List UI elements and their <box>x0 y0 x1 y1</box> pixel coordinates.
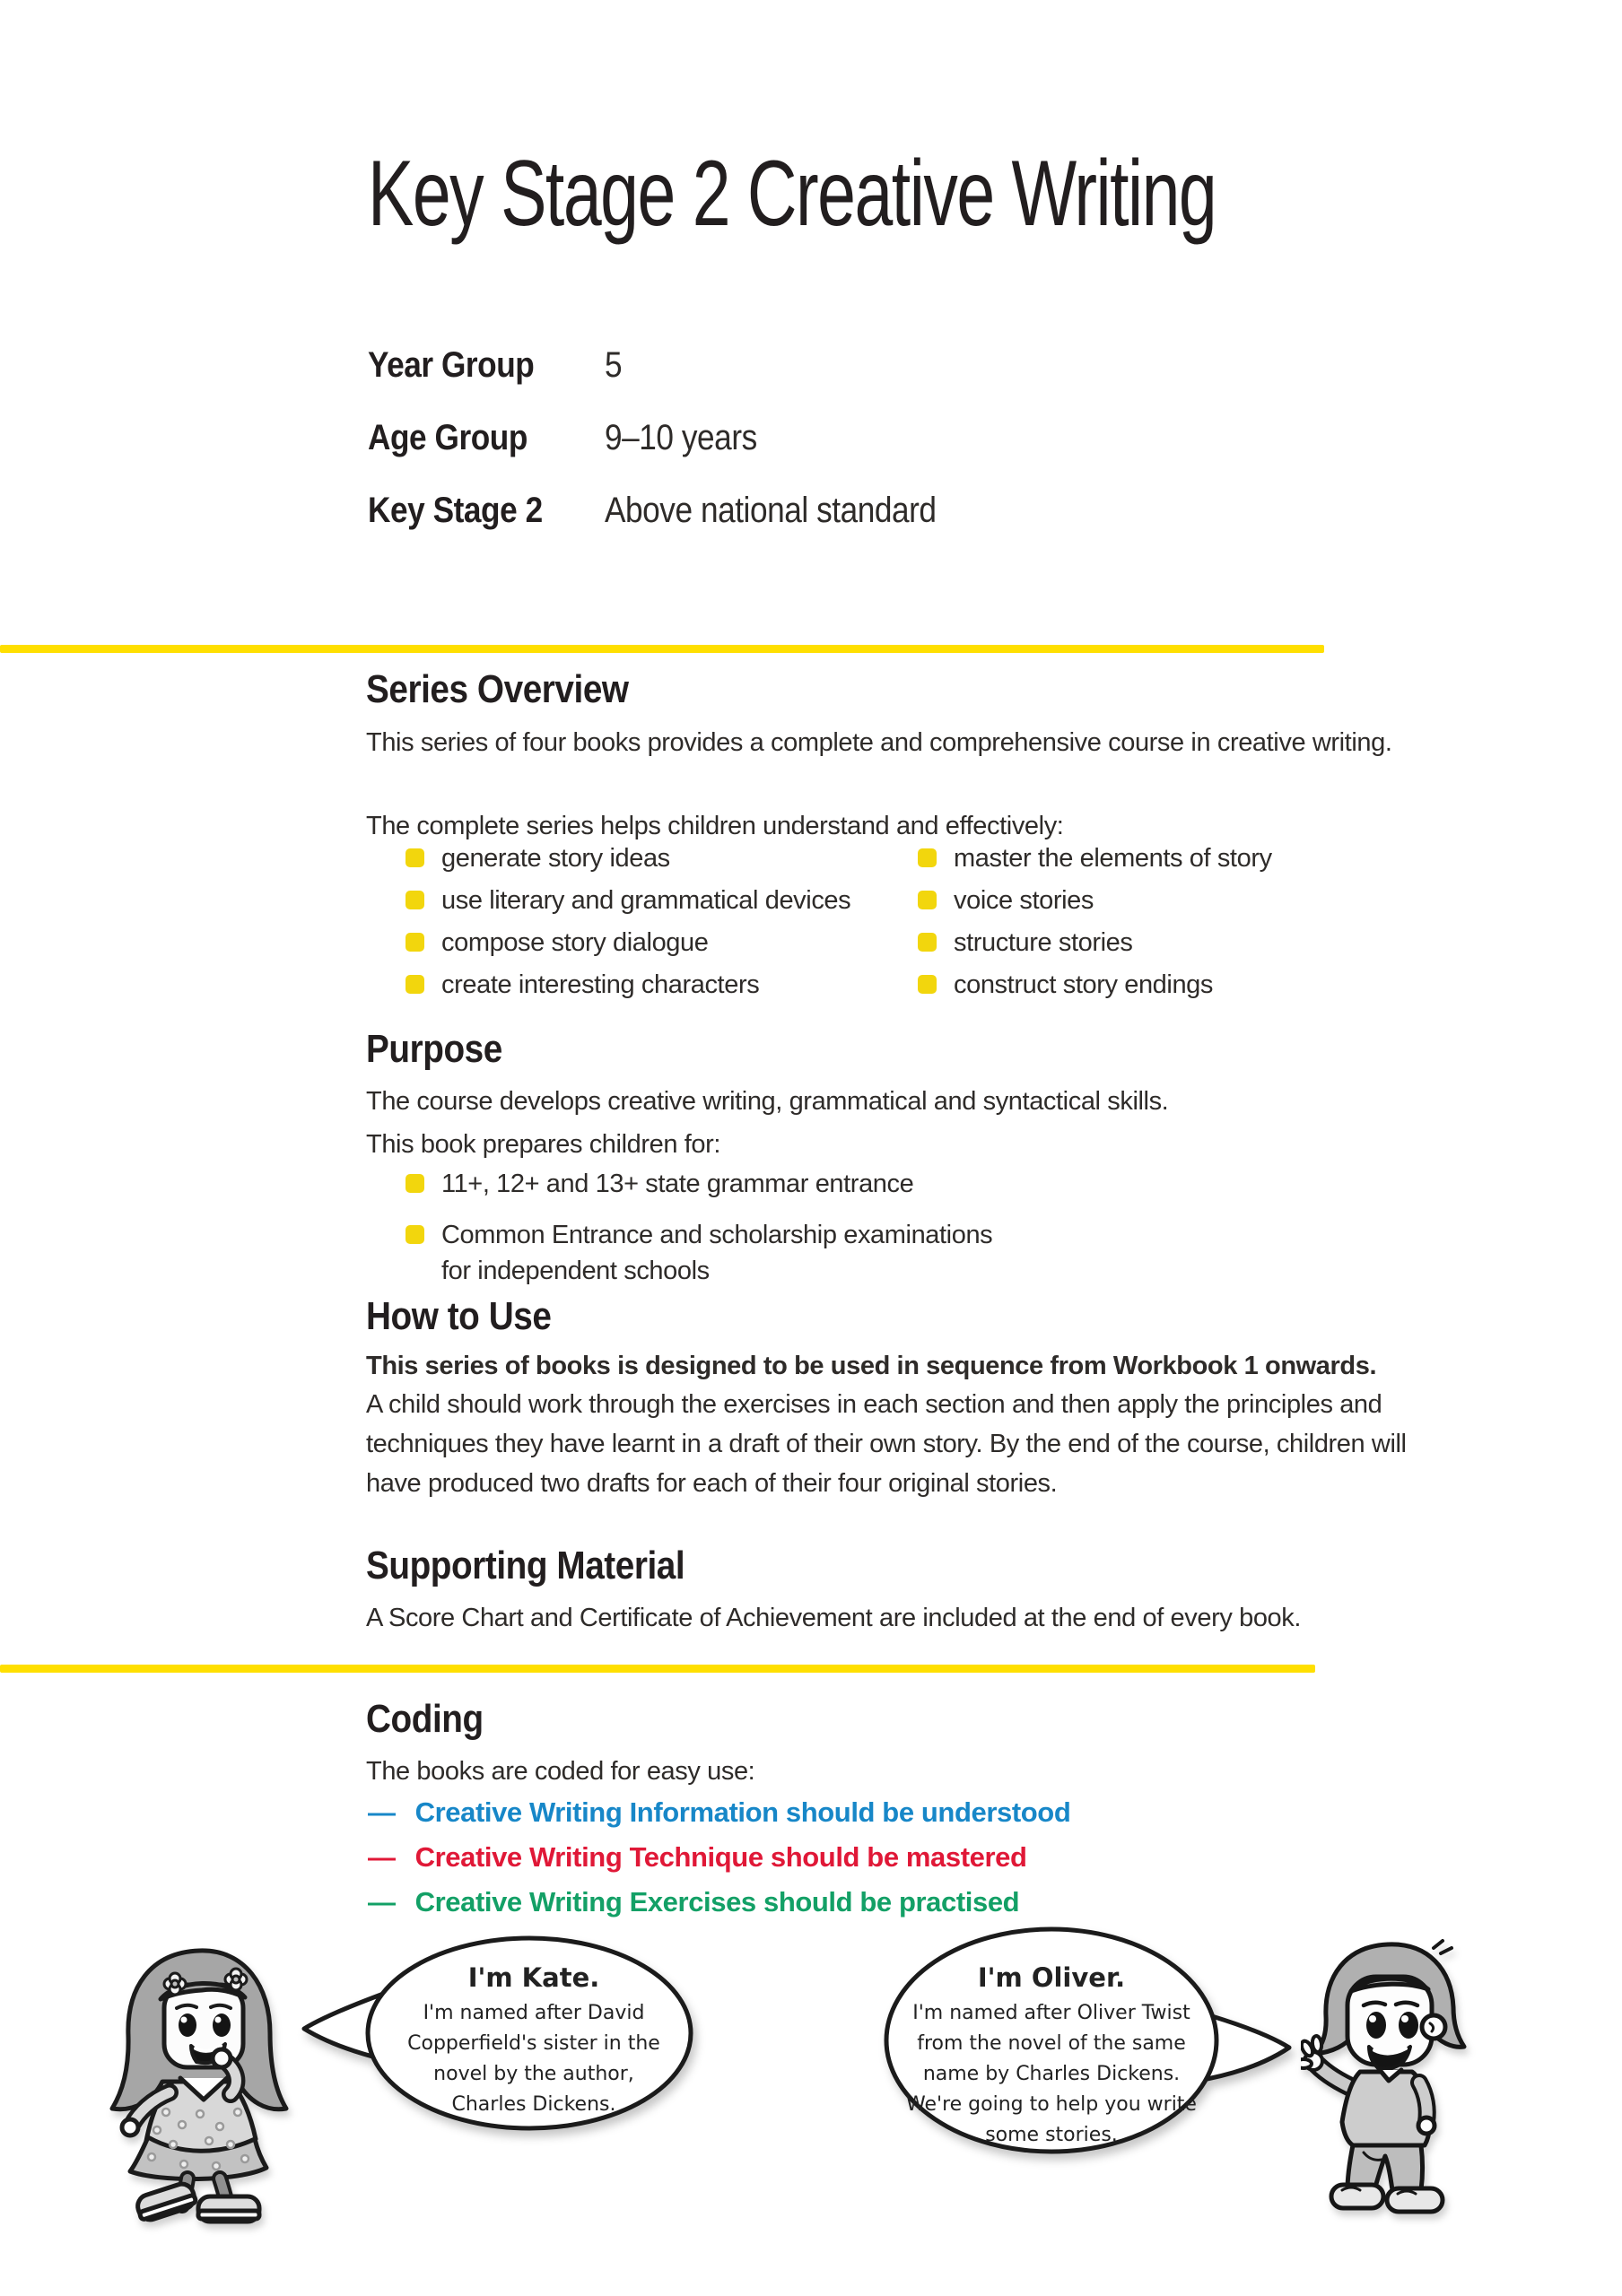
oliver-illustration <box>1301 1937 1476 2215</box>
series-bullet-list-right <box>918 845 1384 1013</box>
info-label: Age Group <box>368 418 528 457</box>
bullet-item <box>406 887 890 914</box>
coding-item-information <box>368 1796 1070 1829</box>
yellow-rule-bottom <box>0 1665 1315 1673</box>
series-bullet-list-left <box>406 845 890 1013</box>
section-heading-coding: Coding <box>366 1697 484 1741</box>
bullet-icon <box>918 975 937 994</box>
series-overview-paragraph-1: This series of four books provides a complete and comprehensive course in creative writing. <box>366 728 1392 757</box>
info-value: Above national standard <box>605 491 937 530</box>
bullet-icon <box>918 933 937 952</box>
info-row-key-stage <box>368 489 937 532</box>
how-to-use-bold-line: This series of books is designed to be used in sequence from Workbook 1 onwards. <box>366 1352 1377 1380</box>
bullet-icon <box>406 975 424 994</box>
section-heading-purpose: Purpose <box>366 1027 502 1071</box>
kate-illustration <box>94 1942 305 2224</box>
purpose-bullet-list <box>406 1166 998 1304</box>
page-title: Key Stage 2 Creative Writing <box>368 142 1216 246</box>
purpose-paragraph-1: The course develops creative writing, grammatical and syntactical skills. <box>366 1087 1169 1116</box>
bullet-text: compose story dialogue <box>441 928 709 957</box>
info-label: Year Group <box>368 345 535 385</box>
coding-item-text: Creative Writing Technique should be mastered <box>414 1841 1027 1873</box>
speech-bubble-kate <box>301 1928 704 2139</box>
info-value: 5 <box>605 345 623 385</box>
bullet-text: 11+, 12+ and 13+ state grammar entrance <box>441 1170 914 1198</box>
info-label: Key Stage 2 <box>368 491 543 530</box>
section-heading-supporting-material: Supporting Material <box>366 1544 685 1587</box>
bullet-item <box>918 971 1384 998</box>
kate-name: I'm Kate. <box>467 1962 600 1993</box>
coding-item-text: Creative Writing Information should be understood <box>414 1796 1071 1828</box>
bullet-icon <box>406 848 424 867</box>
bullet-item <box>406 1166 998 1202</box>
bullet-icon <box>406 933 424 952</box>
bullet-icon <box>406 1225 424 1244</box>
bullet-icon <box>406 1174 424 1193</box>
bullet-icon <box>918 848 937 867</box>
yellow-rule-top <box>0 645 1324 653</box>
coding-item-technique <box>368 1841 1027 1874</box>
bullet-item <box>918 887 1384 914</box>
kate-bubble-text: I'm named after David Copperfield's sister in the novel by the author, Charles Dickens. <box>407 2002 660 2116</box>
bullet-item <box>918 929 1384 956</box>
bullet-item <box>406 971 890 998</box>
coding-item-text: Creative Writing Exercises should be practised <box>414 1886 1020 1918</box>
bullet-text: Common Entrance and scholarship examinations for independent schools <box>441 1221 993 1285</box>
coding-paragraph: The books are coded for easy use: <box>366 1757 755 1786</box>
bullet-text: generate story ideas <box>441 844 670 873</box>
bullet-item <box>406 929 890 956</box>
bullet-text: create interesting characters <box>441 970 760 999</box>
bullet-item <box>406 1217 998 1289</box>
info-row-age-group <box>368 416 937 459</box>
info-value: 9–10 years <box>605 418 757 457</box>
bullet-text: use literary and grammatical devices <box>441 886 851 915</box>
how-to-use-paragraph: A child should work through the exercises in each section and then apply the principles and techniques they have learnt in a draft of their own story. By the end of the course, children will have produced two drafts for each of their four original stories. <box>366 1390 1407 1498</box>
speech-bubble-oliver <box>875 1919 1301 2161</box>
purpose-paragraph-2: This book prepares children for: <box>366 1130 721 1159</box>
bullet-text: construct story endings <box>954 970 1213 999</box>
dash-icon: — <box>368 1796 396 1828</box>
bullet-item <box>918 845 1384 872</box>
bullet-icon <box>918 891 937 909</box>
bullet-text: structure stories <box>954 928 1133 957</box>
oliver-bubble-text: I'm named after Oliver Twist from the novel of the same name by Charles Dickens. We're going to help you write some stories. <box>906 2002 1197 2146</box>
dash-icon: — <box>368 1841 396 1873</box>
info-row-year-group <box>368 344 937 387</box>
bullet-item <box>406 845 890 872</box>
info-table <box>368 344 1014 561</box>
bullet-text: master the elements of story <box>954 844 1272 873</box>
bullet-text: voice stories <box>954 886 1094 915</box>
section-heading-how-to-use: How to Use <box>366 1294 552 1338</box>
coding-item-exercises <box>368 1886 1019 1918</box>
series-overview-paragraph-2: The complete series helps children understand and effectively: <box>366 812 1064 840</box>
section-heading-series-overview: Series Overview <box>366 667 629 711</box>
bullet-icon <box>406 891 424 909</box>
dash-icon: — <box>368 1886 396 1918</box>
supporting-material-paragraph: A Score Chart and Certificate of Achievement are included at the end of every book. <box>366 1604 1302 1632</box>
oliver-name: I'm Oliver. <box>977 1962 1126 1993</box>
